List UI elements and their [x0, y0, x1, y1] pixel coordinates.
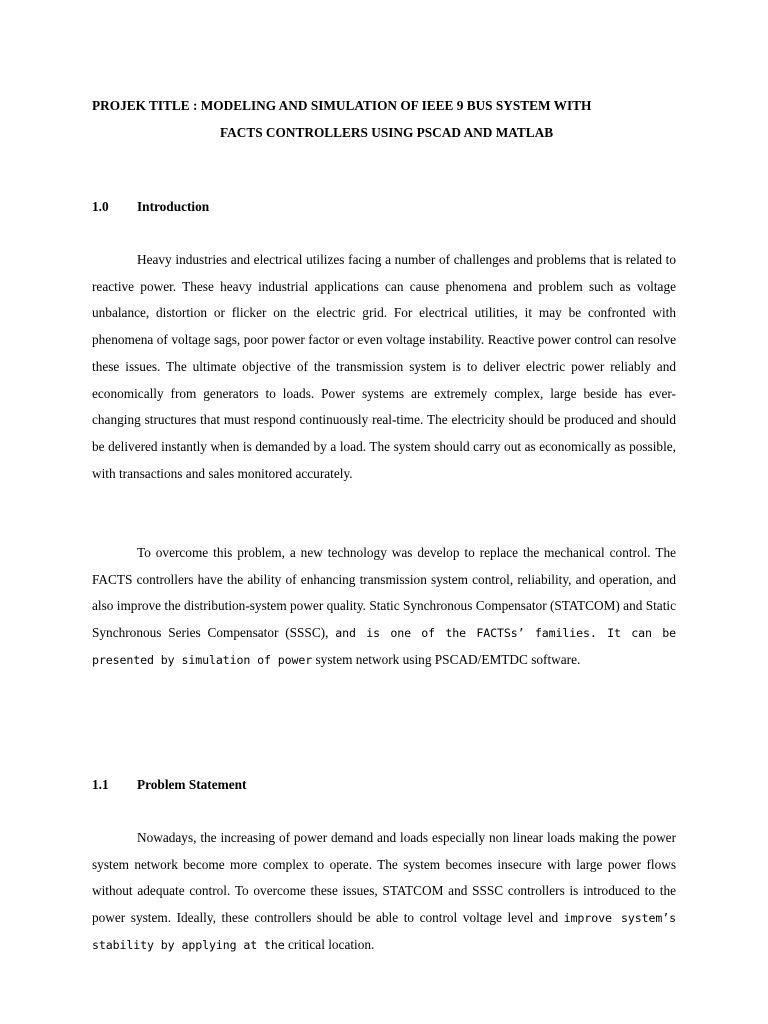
section-title: Problem Statement	[137, 777, 247, 792]
section-number: 1.1	[92, 777, 109, 792]
document-title	[92, 92, 676, 146]
introduction-paragraph-2	[92, 540, 676, 674]
title-line-1: PROJEK TITLE : MODELING AND SIMULATION OF IEEE 9 BUS SYSTEM WITH	[92, 98, 592, 113]
introduction-paragraph-1: Heavy industries and electrical utilizes facing a number of challenges and problems that is related to reactive power. These heavy industrial applications can cause phenomena and problem such as voltage unbalance, distortion or flicker on the electric grid. For electrical utilities, it may be confronted with phenomena of voltage sags, poor power factor or even voltage instability. Reactive power control can resolve these issues. The ultimate objective of the transmission system is to deliver electric power reliably and economically from generators to loads. Power systems are extremely complex, large beside has ever-changing structures that must respond continuously real-time. The electricity should be produced and should be delivered instantly when is demanded by a load. The system should carry out as economically as possible, with transactions and sales monitored accurately.	[92, 252, 676, 481]
section-number: 1.0	[92, 199, 109, 214]
paragraph-text-alt-font: and is one of the FACTSs’ families. It can be presented by simulation of power	[92, 626, 677, 667]
problem-statement-paragraph	[92, 825, 676, 959]
section-title: Introduction	[137, 199, 210, 214]
paragraph-text-alt-font: improve system’s stability by applying at the	[92, 911, 676, 952]
paragraph-text: system network using PSCAD/EMTDC software.	[312, 651, 581, 667]
paragraph-text: Nowadays, the increasing of power demand and loads especially non linear loads making the power system network become more complex to operate. The system becomes insecure with large power flows without adequate control. To overcome these issues, STATCOM and SSSC controllers is introduced to the power system. Ideally, these controllers should be able to control voltage level and	[92, 830, 676, 926]
section-heading-problem-statement	[92, 776, 246, 794]
paragraph-text: To overcome this problem, a new technology was develop to replace the mechanical control. The FACTS controllers have the ability of enhancing transmission system control, reliability, and operation, and also improve the distribution-system power quality. Static Synchronous Compensator (STATCOM) and Static Synchronous Series Compensator (SSSC),	[92, 545, 676, 641]
section-heading-introduction	[92, 198, 209, 216]
title-line-2: FACTS CONTROLLERS USING PSCAD AND MATLAB	[220, 125, 554, 140]
paragraph-text: critical location.	[284, 936, 375, 952]
